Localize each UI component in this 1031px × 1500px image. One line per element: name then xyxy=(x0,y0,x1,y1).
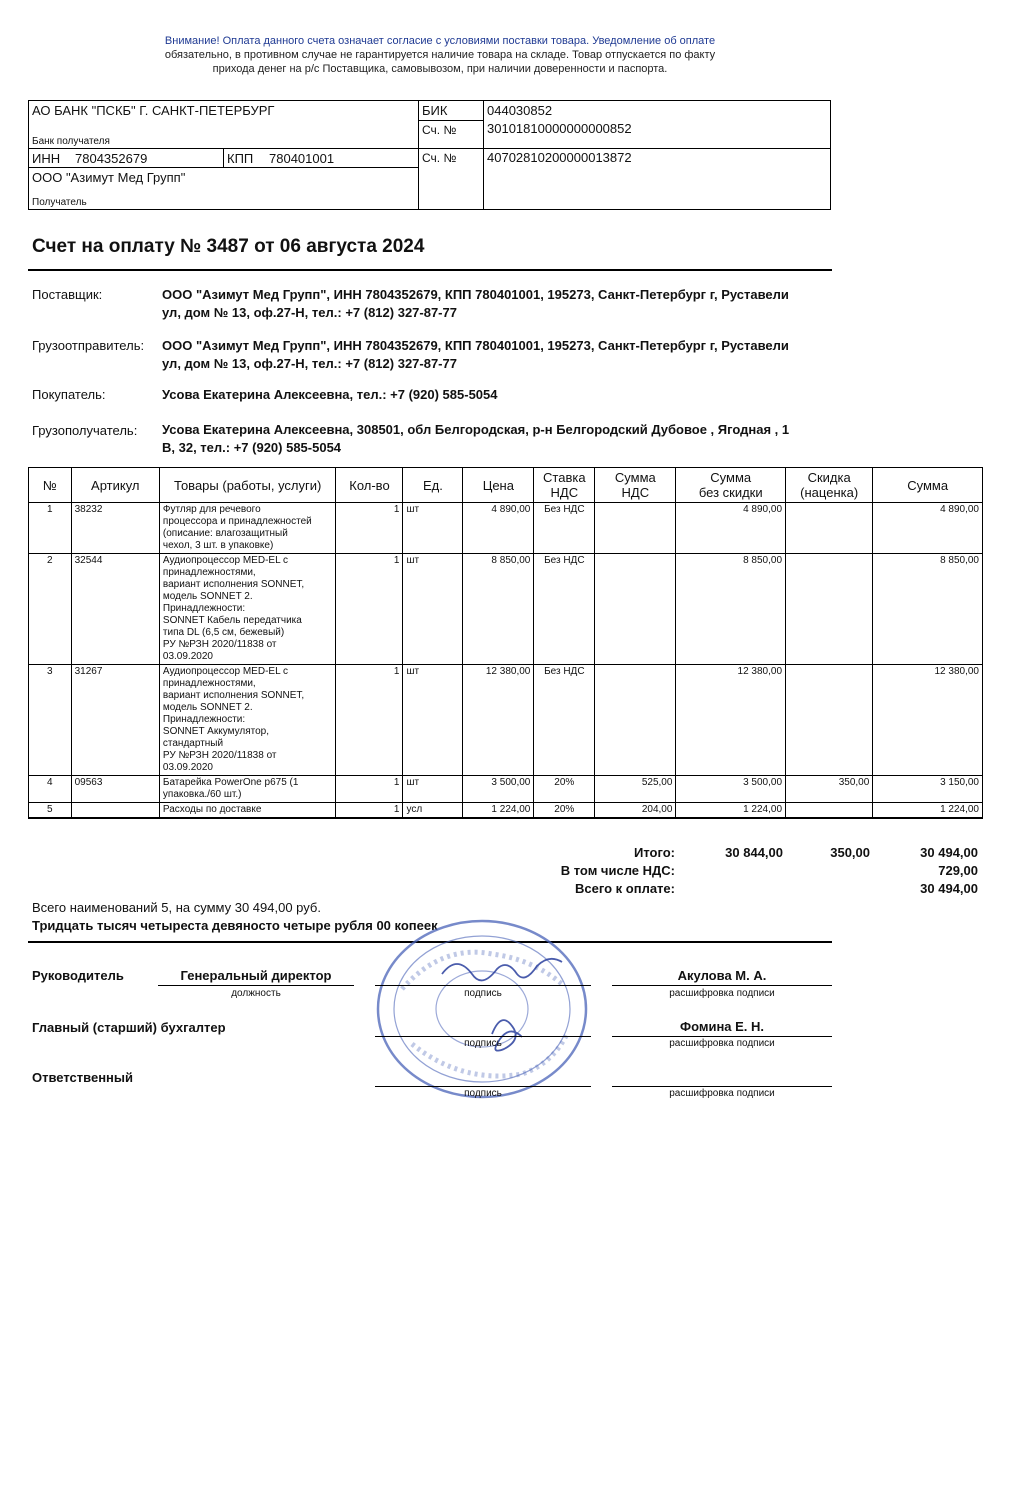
table-header-row xyxy=(29,468,983,503)
goods-line: 03.09.2020 xyxy=(162,651,213,662)
col-vat-rate: Ставка НДС xyxy=(534,468,595,503)
accountant-signature-line xyxy=(375,1036,591,1037)
amount-in-words: Тридцать тысяч четыреста девяносто четыре рубля 00 копеек xyxy=(32,918,438,933)
supplier-label: Поставщик: xyxy=(32,287,103,302)
table-row xyxy=(29,503,983,554)
goods-line: стандартный xyxy=(162,738,224,749)
payment-warning xyxy=(120,34,760,76)
cell-vat-rate: Без НДС xyxy=(534,665,595,776)
responsible-label: Ответственный xyxy=(32,1070,133,1085)
cell-sum: 12 380,00 xyxy=(873,665,983,776)
cell-price: 3 500,00 xyxy=(463,776,534,803)
position-caption: должность xyxy=(231,988,281,999)
pay-value: 30 494,00 xyxy=(920,881,978,896)
goods-line: принадлежностями, xyxy=(162,678,256,689)
bank-details xyxy=(28,100,831,210)
kpp-label: КПП xyxy=(227,151,254,166)
goods-line: РУ №РЗН 2020/11838 от xyxy=(162,750,277,761)
goods-line: вариант исполнения SONNET, xyxy=(162,690,305,701)
responsible-signature-line xyxy=(375,1086,591,1087)
goods-line: (описание: влагозащитный xyxy=(162,528,288,539)
goods-line: SONNET Аккумулятор, xyxy=(162,726,269,737)
cell-discount xyxy=(786,803,873,819)
cell-sum-no-discount: 3 500,00 xyxy=(676,776,786,803)
goods-line: упаковка./60 шт.) xyxy=(162,789,242,800)
goods-line: SONNET Кабель передатчика xyxy=(162,615,302,626)
col-discount: Скидка (наценка) xyxy=(786,468,873,503)
items-count-summary: Всего наименований 5, на сумму 30 494,00 руб. xyxy=(32,900,321,915)
responsible-decode-line xyxy=(612,1086,832,1087)
cell-discount xyxy=(786,554,873,665)
accountant-name: Фомина Е. Н. xyxy=(679,1019,765,1034)
table-row xyxy=(29,776,983,803)
account-value: 40702810200000013872 xyxy=(487,150,632,165)
cell-vat-sum xyxy=(595,503,676,554)
cell-discount xyxy=(786,503,873,554)
shipper-details xyxy=(162,337,830,373)
total-no-discount: 30 844,00 xyxy=(725,845,783,860)
bik-value: 044030852 xyxy=(487,103,553,118)
cell-price: 8 850,00 xyxy=(463,554,534,665)
warning-line-1: Внимание! Оплата данного счета означает согласие с условиями поставки товара. Уведомление об оплате xyxy=(164,35,716,47)
head-position: Генеральный директор xyxy=(180,968,332,983)
cell-vat-rate: 20% xyxy=(534,776,595,803)
goods-line: Футляр для речевого xyxy=(162,504,261,515)
corr-account-value: 30101810000000000852 xyxy=(487,121,632,136)
cell-sum-no-discount: 12 380,00 xyxy=(676,665,786,776)
col-vat-sum: Сумма НДС xyxy=(595,468,676,503)
goods-line: типа DL (6,5 см, бежевый) xyxy=(162,627,285,638)
cell-sum-no-discount: 8 850,00 xyxy=(676,554,786,665)
head-decode-caption: расшифровка подписи xyxy=(669,988,775,999)
cell-article: 31267 xyxy=(71,665,159,776)
goods-line: Расходы по доставке xyxy=(162,804,262,815)
cell-qty: 1 xyxy=(336,503,403,554)
cell-sum: 3 150,00 xyxy=(873,776,983,803)
table-row xyxy=(29,665,983,776)
goods-line: модель SONNET 2. xyxy=(162,702,253,713)
total-sum: 30 494,00 xyxy=(920,845,978,860)
position-line xyxy=(158,985,354,986)
table-row xyxy=(29,803,983,819)
col-sum: Сумма xyxy=(873,468,983,503)
cell-goods xyxy=(159,665,336,776)
cell-sum: 1 224,00 xyxy=(873,803,983,819)
cell-qty: 1 xyxy=(336,554,403,665)
col-sum-no-discount: Сумма без скидки xyxy=(676,468,786,503)
cell-discount: 350,00 xyxy=(786,776,873,803)
cell-goods xyxy=(159,776,336,803)
cell-article: 32544 xyxy=(71,554,159,665)
total-discount: 350,00 xyxy=(830,845,870,860)
cell-no: 4 xyxy=(29,776,72,803)
accountant-decode-caption: расшифровка подписи xyxy=(669,1038,775,1049)
cell-vat-rate: 20% xyxy=(534,803,595,819)
cell-qty: 1 xyxy=(336,776,403,803)
buyer-label: Покупатель: xyxy=(32,387,106,402)
consignee-label: Грузополучатель: xyxy=(32,423,138,438)
inn-label: ИНН xyxy=(32,151,61,166)
responsible-signature-caption: подпись xyxy=(464,1088,502,1099)
kpp-value: 780401001 xyxy=(269,151,335,166)
inn-value: 7804352679 xyxy=(75,151,148,166)
cell-qty: 1 xyxy=(336,803,403,819)
cell-sum: 4 890,00 xyxy=(873,503,983,554)
cell-unit: шт xyxy=(403,776,463,803)
head-name: Акулова М. А. xyxy=(677,968,767,983)
cell-sum-no-discount: 1 224,00 xyxy=(676,803,786,819)
table-row xyxy=(29,554,983,665)
cell-article: 38232 xyxy=(71,503,159,554)
pay-label: Всего к оплате: xyxy=(575,881,675,896)
cell-price: 4 890,00 xyxy=(463,503,534,554)
shipper-label: Грузоотправитель: xyxy=(32,338,145,353)
cell-unit: шт xyxy=(403,554,463,665)
warning-line-2: обязательно, в противном случае не гарантируется наличие товара на складе. Товар отпускается по факту xyxy=(164,49,716,61)
goods-line: Принадлежности: xyxy=(162,714,246,725)
col-no: № xyxy=(29,468,72,503)
corr-account-label: Сч. № xyxy=(422,123,457,137)
supplier-details xyxy=(162,286,830,322)
shipper-line-1: ООО "Азимут Мед Групп", ИНН 7804352679, КПП 780401001, 195273, Санкт-Петербург г, Руставели xyxy=(162,338,789,353)
goods-line: Принадлежности: xyxy=(162,603,246,614)
col-unit: Ед. xyxy=(403,468,463,503)
title-divider xyxy=(28,269,832,271)
cell-unit: усл xyxy=(403,803,463,819)
cell-goods xyxy=(159,554,336,665)
cell-vat-rate: Без НДС xyxy=(534,554,595,665)
cell-article xyxy=(71,803,159,819)
cell-no: 5 xyxy=(29,803,72,819)
items-table xyxy=(28,467,983,819)
goods-line: модель SONNET 2. xyxy=(162,591,253,602)
cell-no: 3 xyxy=(29,665,72,776)
bik-label: БИК xyxy=(422,103,448,118)
goods-line: Аудиопроцессор MED-EL с xyxy=(162,555,289,566)
head-label: Руководитель xyxy=(32,968,124,983)
goods-line: процессора и принадлежностей xyxy=(162,516,312,527)
cell-price: 12 380,00 xyxy=(463,665,534,776)
total-label: Итого: xyxy=(634,845,675,860)
cell-sum: 8 850,00 xyxy=(873,554,983,665)
head-signature-line xyxy=(375,985,591,986)
cell-vat-sum xyxy=(595,665,676,776)
col-price: Цена xyxy=(463,468,534,503)
accountant-signature-caption: подпись xyxy=(464,1038,502,1049)
cell-vat-rate: Без НДС xyxy=(534,503,595,554)
supplier-line-2: ул, дом № 13, оф.27-Н, тел.: +7 (812) 327-87-77 xyxy=(162,305,457,320)
cell-discount xyxy=(786,665,873,776)
col-qty: Кол-во xyxy=(336,468,403,503)
cell-article: 09563 xyxy=(71,776,159,803)
cell-no: 2 xyxy=(29,554,72,665)
cell-price: 1 224,00 xyxy=(463,803,534,819)
cell-sum-no-discount: 4 890,00 xyxy=(676,503,786,554)
accountant-label: Главный (старший) бухгалтер xyxy=(32,1020,226,1035)
recipient-caption: Получатель xyxy=(32,197,87,208)
head-signature-caption: подпись xyxy=(464,988,502,999)
goods-line: Аудиопроцессор MED-EL с xyxy=(162,666,289,677)
goods-line: чехол, 3 шт. в упаковке) xyxy=(162,540,274,551)
account-label: Сч. № xyxy=(422,151,457,165)
consignee-line-2: В, 32, тел.: +7 (920) 585-5054 xyxy=(162,440,342,455)
items-body xyxy=(29,503,983,819)
cell-no: 1 xyxy=(29,503,72,554)
buyer-details: Усова Екатерина Алексеевна, тел.: +7 (920) 585-5054 xyxy=(162,387,498,402)
invoice-title: Счет на оплату № 3487 от 06 августа 2024 xyxy=(32,236,425,257)
cell-unit: шт xyxy=(403,665,463,776)
cell-vat-sum: 204,00 xyxy=(595,803,676,819)
goods-line: РУ №РЗН 2020/11838 от xyxy=(162,639,277,650)
consignee-line-1: Усова Екатерина Алексеевна, 308501, обл Белгородская, р-н Белгородский Дубовое , Ягодная , 1 xyxy=(162,422,790,437)
cell-vat-sum xyxy=(595,554,676,665)
warning-line-3: прихода денег на р/с Поставщика, самовывозом, при наличии доверенности и паспорта. xyxy=(212,63,668,75)
consignee-details xyxy=(162,421,830,457)
vat-label: В том числе НДС: xyxy=(560,863,675,878)
cell-vat-sum: 525,00 xyxy=(595,776,676,803)
shipper-line-2: ул, дом № 13, оф.27-Н, тел.: +7 (812) 327-87-77 xyxy=(162,356,457,371)
cell-qty: 1 xyxy=(336,665,403,776)
goods-line: Батарейка PowerOne p675 (1 xyxy=(162,777,299,788)
recipient-name: ООО "Азимут Мед Групп" xyxy=(32,170,186,185)
bank-name: АО БАНК "ПСКБ" Г. САНКТ-ПЕТЕРБУРГ xyxy=(32,103,275,118)
responsible-decode-caption: расшифровка подписи xyxy=(669,1088,775,1099)
goods-line: вариант исполнения SONNET, xyxy=(162,579,305,590)
col-article: Артикул xyxy=(71,468,159,503)
company-stamp-icon xyxy=(372,914,592,1104)
head-decode-line xyxy=(612,985,832,986)
bank-caption: Банк получателя xyxy=(32,136,110,147)
cell-goods xyxy=(159,803,336,819)
cell-goods xyxy=(159,503,336,554)
goods-line: 03.09.2020 xyxy=(162,762,213,773)
cell-unit: шт xyxy=(403,503,463,554)
supplier-line-1: ООО "Азимут Мед Групп", ИНН 7804352679, КПП 780401001, 195273, Санкт-Петербург г, Руставели xyxy=(162,287,789,302)
col-goods: Товары (работы, услуги) xyxy=(159,468,336,503)
vat-value: 729,00 xyxy=(938,863,978,878)
accountant-decode-line xyxy=(612,1036,832,1037)
goods-line: принадлежностями, xyxy=(162,567,256,578)
